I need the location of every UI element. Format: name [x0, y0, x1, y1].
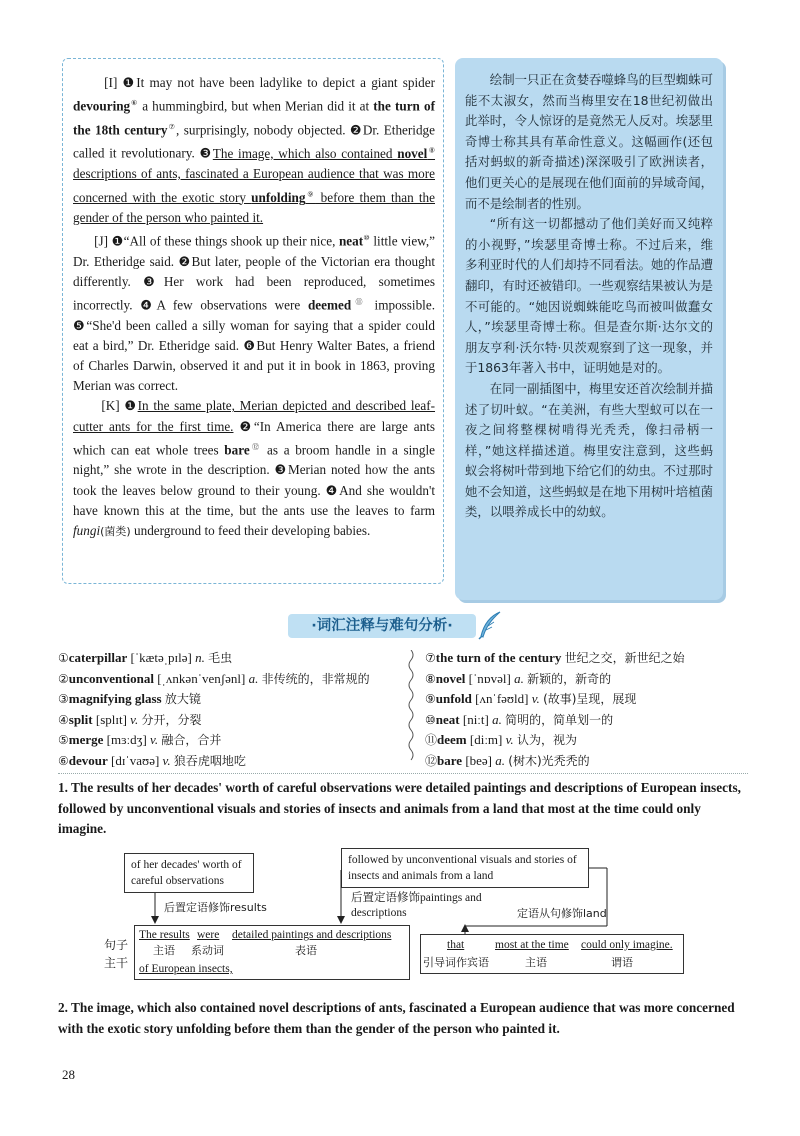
sentence-number: ❷ — [178, 253, 192, 269]
note-ref: ⑨ — [305, 190, 316, 199]
vocab-number: ⑪ — [425, 733, 438, 747]
text-run: Her work had been reproduced, sometimes incorrectly. — [73, 273, 436, 313]
vocab-number: ③ — [58, 692, 69, 706]
chinese-translation-box — [455, 58, 723, 600]
vocab-number: ④ — [58, 712, 69, 727]
vocab-list-left — [58, 648, 398, 771]
sentence-number: ❷ — [239, 418, 254, 434]
vocab-word: novel — [435, 670, 466, 686]
text-run: little view,” Dr. Etheridge said. — [73, 233, 436, 269]
vocab-meaning: 毛虫 — [208, 651, 233, 665]
para-marker: [I] — [104, 75, 118, 90]
text-run: The image, which also contained — [212, 145, 398, 161]
vocab-word: caterpillar — [68, 650, 128, 665]
vocab-item — [425, 730, 745, 751]
vocab-item — [58, 669, 398, 690]
vocab-meaning: 简明的，简单划一的 — [505, 712, 614, 727]
translation-paragraph: 在同一副插图中，梅里安还首次绘制并描述了切叶蚁。“在美洲，有些大型蚁可以在一夜之间将整棵树啃得光秃秃，像扫帚柄一样，”她这样描述道。梅里安注意到，这些蚂蚁会将树叶带到地下给它们的幼虫。不过那时她不会知道，这些蚂蚁是在地下用树叶培植菌类，以喂养成长中的幼蚁。 — [465, 380, 713, 520]
text-run: Dr. Etheridge called it revolutionary. — [73, 122, 435, 161]
text-run: impossible. — [366, 297, 435, 313]
page-number: 28 — [62, 1067, 75, 1082]
vocab-item — [58, 689, 398, 710]
vocab-meaning: 新颖的，新奇的 — [527, 671, 612, 686]
vocab-meaning: 分开，分裂 — [141, 712, 202, 727]
note-ref: ⑦ — [167, 122, 177, 131]
vocab-word: devour — [68, 752, 108, 768]
label-modifies-paintings: 后置定语修饰paintings and descriptions — [351, 892, 482, 919]
sentence-number: ❸ — [274, 462, 288, 478]
vocab-item — [58, 730, 398, 751]
label-modifies-land: 定语从句修饰land — [517, 907, 607, 920]
vocab-pos: a. — [495, 752, 509, 768]
main-clause-label: 句子主干 — [104, 938, 129, 970]
difficult-sentence-2: 2. The image, which also contained novel descriptions of ants, fascinated a European audience that was more concerned with the exotic story unfolding before them than the gender of the person who painted it. — [58, 1000, 735, 1036]
vocab-pos: v. — [505, 732, 517, 747]
text-run: Merian noted how the ants took the leaves below ground to their young. — [73, 462, 436, 498]
vocab-word: unconventional — [68, 670, 155, 686]
note-ref: ⑧ — [427, 146, 436, 155]
label-relative-object: 引导词作宾语 — [423, 956, 489, 969]
text-run: “All of these things shook up their nice, — [123, 233, 339, 249]
vocab-meaning: 非传统的，非常规的 — [261, 671, 370, 686]
sentence-number: ❸ — [143, 273, 164, 289]
vocab-pos: v. — [162, 752, 174, 768]
vocab-pos: v. — [130, 711, 142, 727]
vocab-item — [425, 648, 745, 669]
text-run: underground to feed their developing babies. — [130, 523, 371, 538]
keyword: novel — [397, 145, 428, 161]
modifier-box-followed: followed by unconventional visuals and stories of insects and animals from a land — [341, 848, 589, 888]
label-predicative: 表语 — [295, 944, 317, 957]
section-title: ·词汇注释与难句分析· — [288, 614, 476, 638]
vocab-item — [425, 710, 745, 731]
vocab-word: the turn of the century — [435, 650, 562, 665]
vocab-phonetic: [ʌnˈfəʊld] — [471, 691, 532, 706]
paragraph-j — [73, 228, 435, 396]
text-run: “In America there are large ants which can eat whole trees — [73, 418, 435, 458]
clause-predicate: could only imagine. — [581, 939, 673, 951]
note-ref: ⑪ — [351, 297, 367, 306]
text-run: as a broom handle in a single night,” she wrote in the description. — [73, 442, 435, 478]
dotted-separator — [58, 773, 748, 774]
keyword: neat — [338, 233, 364, 249]
text-run: But Henry Walter Bates, a friend of Charles Darwin, observed it and put it in book in 1863, proving Merian was correct. — [73, 337, 435, 394]
vocab-item — [58, 648, 398, 669]
vocab-number: ⑦ — [425, 651, 436, 665]
vocab-meaning: 狼吞虎咽地吃 — [173, 753, 246, 768]
translation-paragraph: “所有这一切都撼动了他们美好而又纯粹的小视野，”埃瑟里奇博士称。不过后来，维多利亚时代的人们却持不同看法。她的作品遭翻印，有时还被错印。一些观察结果被认为是不可能的。“她因说蜘蛛能吃鸟而被叫做蠢女人，”埃瑟里奇博士称。但是查尔斯·达尔文的朋友亨利·沃尔特·贝茨观察到了这一现象，并于1863年著入书中，证明她是对的。 — [465, 216, 713, 376]
relative-clause-box — [420, 934, 684, 974]
vocab-item — [425, 751, 745, 772]
main-verb: were — [197, 929, 220, 941]
text-run: a hummingbird, but when Merian did it at — [138, 98, 374, 114]
label-subject: 主语 — [153, 944, 175, 957]
label-clause-predicate: 谓语 — [611, 956, 633, 969]
vocab-word: unfold — [435, 691, 472, 706]
vocab-item — [58, 751, 398, 772]
vocab-number: ⑨ — [425, 692, 436, 706]
text-run: before them than the gender of the person who painted it. — [73, 189, 435, 225]
note-ref: ⑫ — [249, 442, 262, 451]
para-marker: [J] — [94, 233, 109, 249]
sentence-number: ❶ — [111, 233, 124, 249]
note-ref: ⑩ — [363, 233, 370, 242]
vocab-item — [425, 669, 745, 690]
wavy-divider-icon — [405, 650, 417, 762]
paragraph-i — [73, 73, 435, 228]
vocab-word: magnifying glass — [68, 691, 162, 706]
english-passage-box — [62, 58, 444, 584]
vocab-pos: a. — [248, 670, 262, 686]
main-subject: The results — [139, 929, 190, 941]
difficult-sentence: In the same plate, Merian depicted and described leaf-cutter ants for the first time. — [73, 398, 436, 434]
vocab-item — [425, 689, 745, 710]
vocab-word: deem — [437, 732, 467, 747]
vocab-number: ⑩ — [425, 712, 436, 727]
note-ref: ⑥ — [130, 99, 139, 108]
vocab-meaning: 世纪之交，新世纪之始 — [564, 651, 685, 665]
para-marker: [K] — [101, 398, 120, 414]
vocab-phonetic: [ˈkætəˌpɪlə] — [127, 650, 196, 665]
quill-pen-icon — [476, 610, 504, 640]
vocab-number: ⑥ — [58, 753, 69, 768]
sentence-number: ❶ — [122, 75, 137, 90]
clause-relative-pronoun: that — [447, 939, 465, 951]
vocab-phonetic: [dɪˈvaʊə] — [107, 752, 163, 768]
difficult-sentence-1: 1. The results of her decades' worth of careful observations were detailed paintings and descriptions of European insects, followed by unconventional visuals and stories of insects and animals from a land that most at the time could only imagine. — [58, 780, 741, 836]
vocab-phonetic: [ˌʌnkənˈvenʃənl] — [154, 670, 249, 686]
translation-paragraph: 绘制一只正在贪婪吞噬蜂鸟的巨型蜘蛛可能不太淑女，然而当梅里安在18世纪初做出此举时，令人惊讶的是竟然无人反对。埃瑟里奇博士称其具有革命性意义。这幅画作(还包括对蚂蚁的新奇描述)深深吸引了欧洲读者，他们更关心的是展现在他们面前的异域奇闻，而不是绘制者的性别。 — [465, 72, 713, 211]
text-run: A few observations were — [156, 297, 308, 313]
chinese-translation — [465, 70, 713, 523]
keyword: fungi — [73, 523, 101, 538]
vocab-pos: v. — [531, 691, 544, 706]
vocab-meaning: 放大镜 — [164, 692, 201, 706]
sentence-number: ❹ — [325, 482, 340, 498]
vocab-number: ⑫ — [425, 753, 438, 768]
gloss: (菌类) — [100, 525, 131, 538]
vocab-meaning: (故事)呈现，展现 — [543, 692, 637, 706]
label-clause-subject: 主语 — [525, 956, 547, 969]
sentence-number: ❸ — [199, 145, 213, 161]
vocab-list-right — [425, 648, 745, 771]
vocab-word: split — [68, 711, 93, 727]
vocab-item — [58, 710, 398, 731]
vocab-word: neat — [435, 711, 460, 727]
main-clause-box — [134, 925, 410, 980]
text-run: , surprisingly, nobody objected. — [176, 122, 346, 138]
modifier-box-observations: of her decades' worth of careful observations — [124, 853, 254, 893]
keyword: deemed — [307, 297, 352, 313]
text-run: descriptions of ants, fascinated a European audience that was more concerned with the exotic story — [73, 165, 435, 205]
vocab-meaning: 认为，视为 — [516, 733, 577, 747]
vocab-pos: a. — [492, 711, 506, 727]
vocab-phonetic: [splɪt] — [92, 711, 131, 727]
vocab-pos: a. — [514, 670, 528, 686]
vocab-phonetic: [beə] — [462, 752, 496, 768]
label-modifies-results: 后置定语修饰results — [164, 901, 267, 914]
sentence-number: ❶ — [124, 398, 138, 414]
keyword: unfolding — [251, 189, 306, 205]
main-predicative: detailed paintings and descriptions — [232, 929, 392, 941]
text-run: It may not have been ladylike to depict a giant spider — [136, 75, 436, 90]
vocab-meaning: (树木)光秃秃的 — [508, 753, 590, 768]
vocab-number: ② — [58, 671, 69, 686]
vocab-phonetic: [ˈnɒvəl] — [465, 670, 515, 686]
vocab-number: ⑧ — [425, 671, 436, 686]
vocab-phonetic: [mɜːdʒ] — [103, 732, 151, 747]
vocab-phonetic: [niːt] — [459, 711, 493, 727]
vocab-number: ⑤ — [58, 733, 69, 747]
sentence-number: ❹ — [140, 297, 157, 313]
vocab-pos: v. — [150, 732, 162, 747]
vocab-meaning: 融合，合并 — [161, 733, 222, 747]
clause-subject: most at the time — [495, 939, 569, 951]
text-run: “She'd been called a silly woman for saying that a spider could eat a bird,” Dr. Etheridge said. — [73, 317, 435, 353]
text-run: And she wouldn't have known this at the time, but the ants use the leaves to farm — [73, 482, 435, 518]
vocab-phonetic: [diːm] — [466, 732, 506, 747]
sentence-number: ❻ — [243, 337, 257, 353]
keyword: bare — [224, 442, 250, 458]
text-run: But later, people of the Victorian era thought differently. — [73, 253, 435, 289]
label-linking-verb: 系动词 — [191, 944, 224, 957]
vocab-number: ① — [58, 651, 69, 665]
sentence-number: ❷ — [349, 122, 363, 138]
vocab-word: bare — [437, 752, 463, 768]
paragraph-k — [73, 396, 435, 542]
english-passage — [73, 73, 435, 542]
keyword: the turn of the 18th century — [73, 98, 435, 138]
main-tail: of European insects, — [139, 963, 233, 975]
vocab-word: merge — [68, 732, 104, 747]
vocab-pos: n. — [195, 650, 209, 665]
sentence-number: ❺ — [73, 317, 87, 333]
keyword: devouring — [73, 98, 131, 114]
